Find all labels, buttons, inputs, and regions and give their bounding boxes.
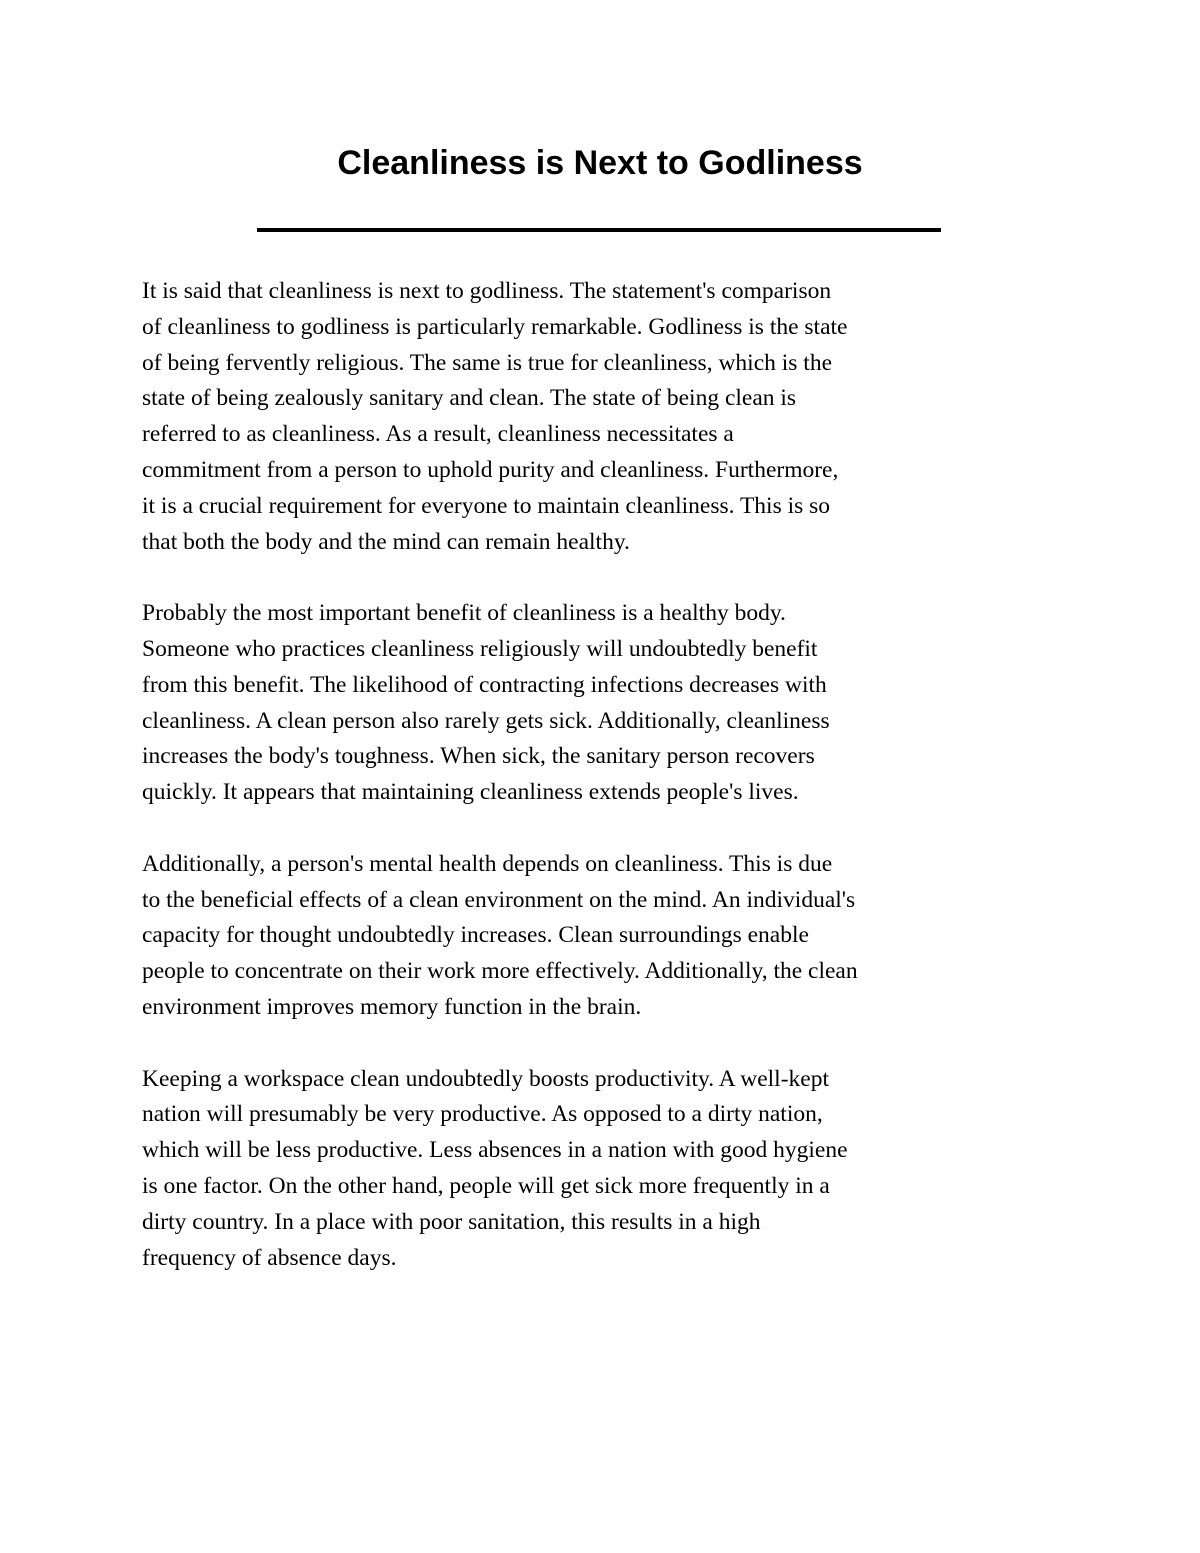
paragraph-line: environment improves memory function in the brain. <box>142 993 642 1020</box>
document-body <box>142 274 1082 1312</box>
paragraph-line: from this benefit. The likelihood of contracting infections decreases with <box>142 671 827 698</box>
paragraph-line: cleanliness. A clean person also rarely gets sick. Additionally, cleanliness <box>142 707 830 734</box>
paragraph-line: Keeping a workspace clean undoubtedly boosts productivity. A well-kept <box>142 1065 829 1092</box>
document-title: Cleanliness is Next to Godliness <box>337 144 863 182</box>
paragraph <box>142 1062 1082 1277</box>
paragraph-line: commitment from a person to uphold purity and cleanliness. Furthermore, <box>142 456 839 483</box>
paragraph <box>142 274 1082 560</box>
paragraph-line: dirty country. In a place with poor sanitation, this results in a high <box>142 1208 761 1235</box>
paragraph-line: to the beneficial effects of a clean environment on the mind. An individual's <box>142 886 856 913</box>
paragraph-line: increases the body's toughness. When sick, the sanitary person recovers <box>142 743 815 770</box>
paragraph-line: that both the body and the mind can remain healthy. <box>142 528 630 555</box>
paragraph-line: Probably the most important benefit of cleanliness is a healthy body. <box>142 600 786 627</box>
paragraph-line: people to concentrate on their work more effectively. Additionally, the clean <box>142 958 858 985</box>
paragraph-line: nation will presumably be very productive. As opposed to a dirty nation, <box>142 1101 823 1128</box>
paragraph-line: it is a crucial requirement for everyone to maintain cleanliness. This is so <box>142 492 831 519</box>
paragraph-line: is one factor. On the other hand, people will get sick more frequently in a <box>142 1172 830 1199</box>
paragraph-line: referred to as cleanliness. As a result, cleanliness necessitates a <box>142 421 734 448</box>
paragraph-line: frequency of absence days. <box>142 1244 397 1271</box>
paragraph <box>142 596 1082 811</box>
paragraph-line: Additionally, a person's mental health depends on cleanliness. This is due <box>142 850 833 877</box>
paragraph-line: It is said that cleanliness is next to godliness. The statement's comparison <box>142 278 832 304</box>
paragraph-line: state of being zealously sanitary and clean. The state of being clean is <box>142 385 797 412</box>
paragraph-line: of being fervently religious. The same is true for cleanliness, which is the <box>142 349 833 376</box>
paragraph-line: quickly. It appears that maintaining cleanliness extends people's lives. <box>142 779 799 806</box>
paragraph-line: Someone who practices cleanliness religiously will undoubtedly benefit <box>142 635 818 662</box>
paragraph <box>142 847 1082 1026</box>
title-underline-rule <box>257 228 941 232</box>
paragraph-line: of cleanliness to godliness is particularly remarkable. Godliness is the state <box>142 313 848 340</box>
paragraph-line: which will be less productive. Less absences in a nation with good hygiene <box>142 1137 848 1164</box>
paragraph-line: capacity for thought undoubtedly increases. Clean surroundings enable <box>142 922 809 949</box>
